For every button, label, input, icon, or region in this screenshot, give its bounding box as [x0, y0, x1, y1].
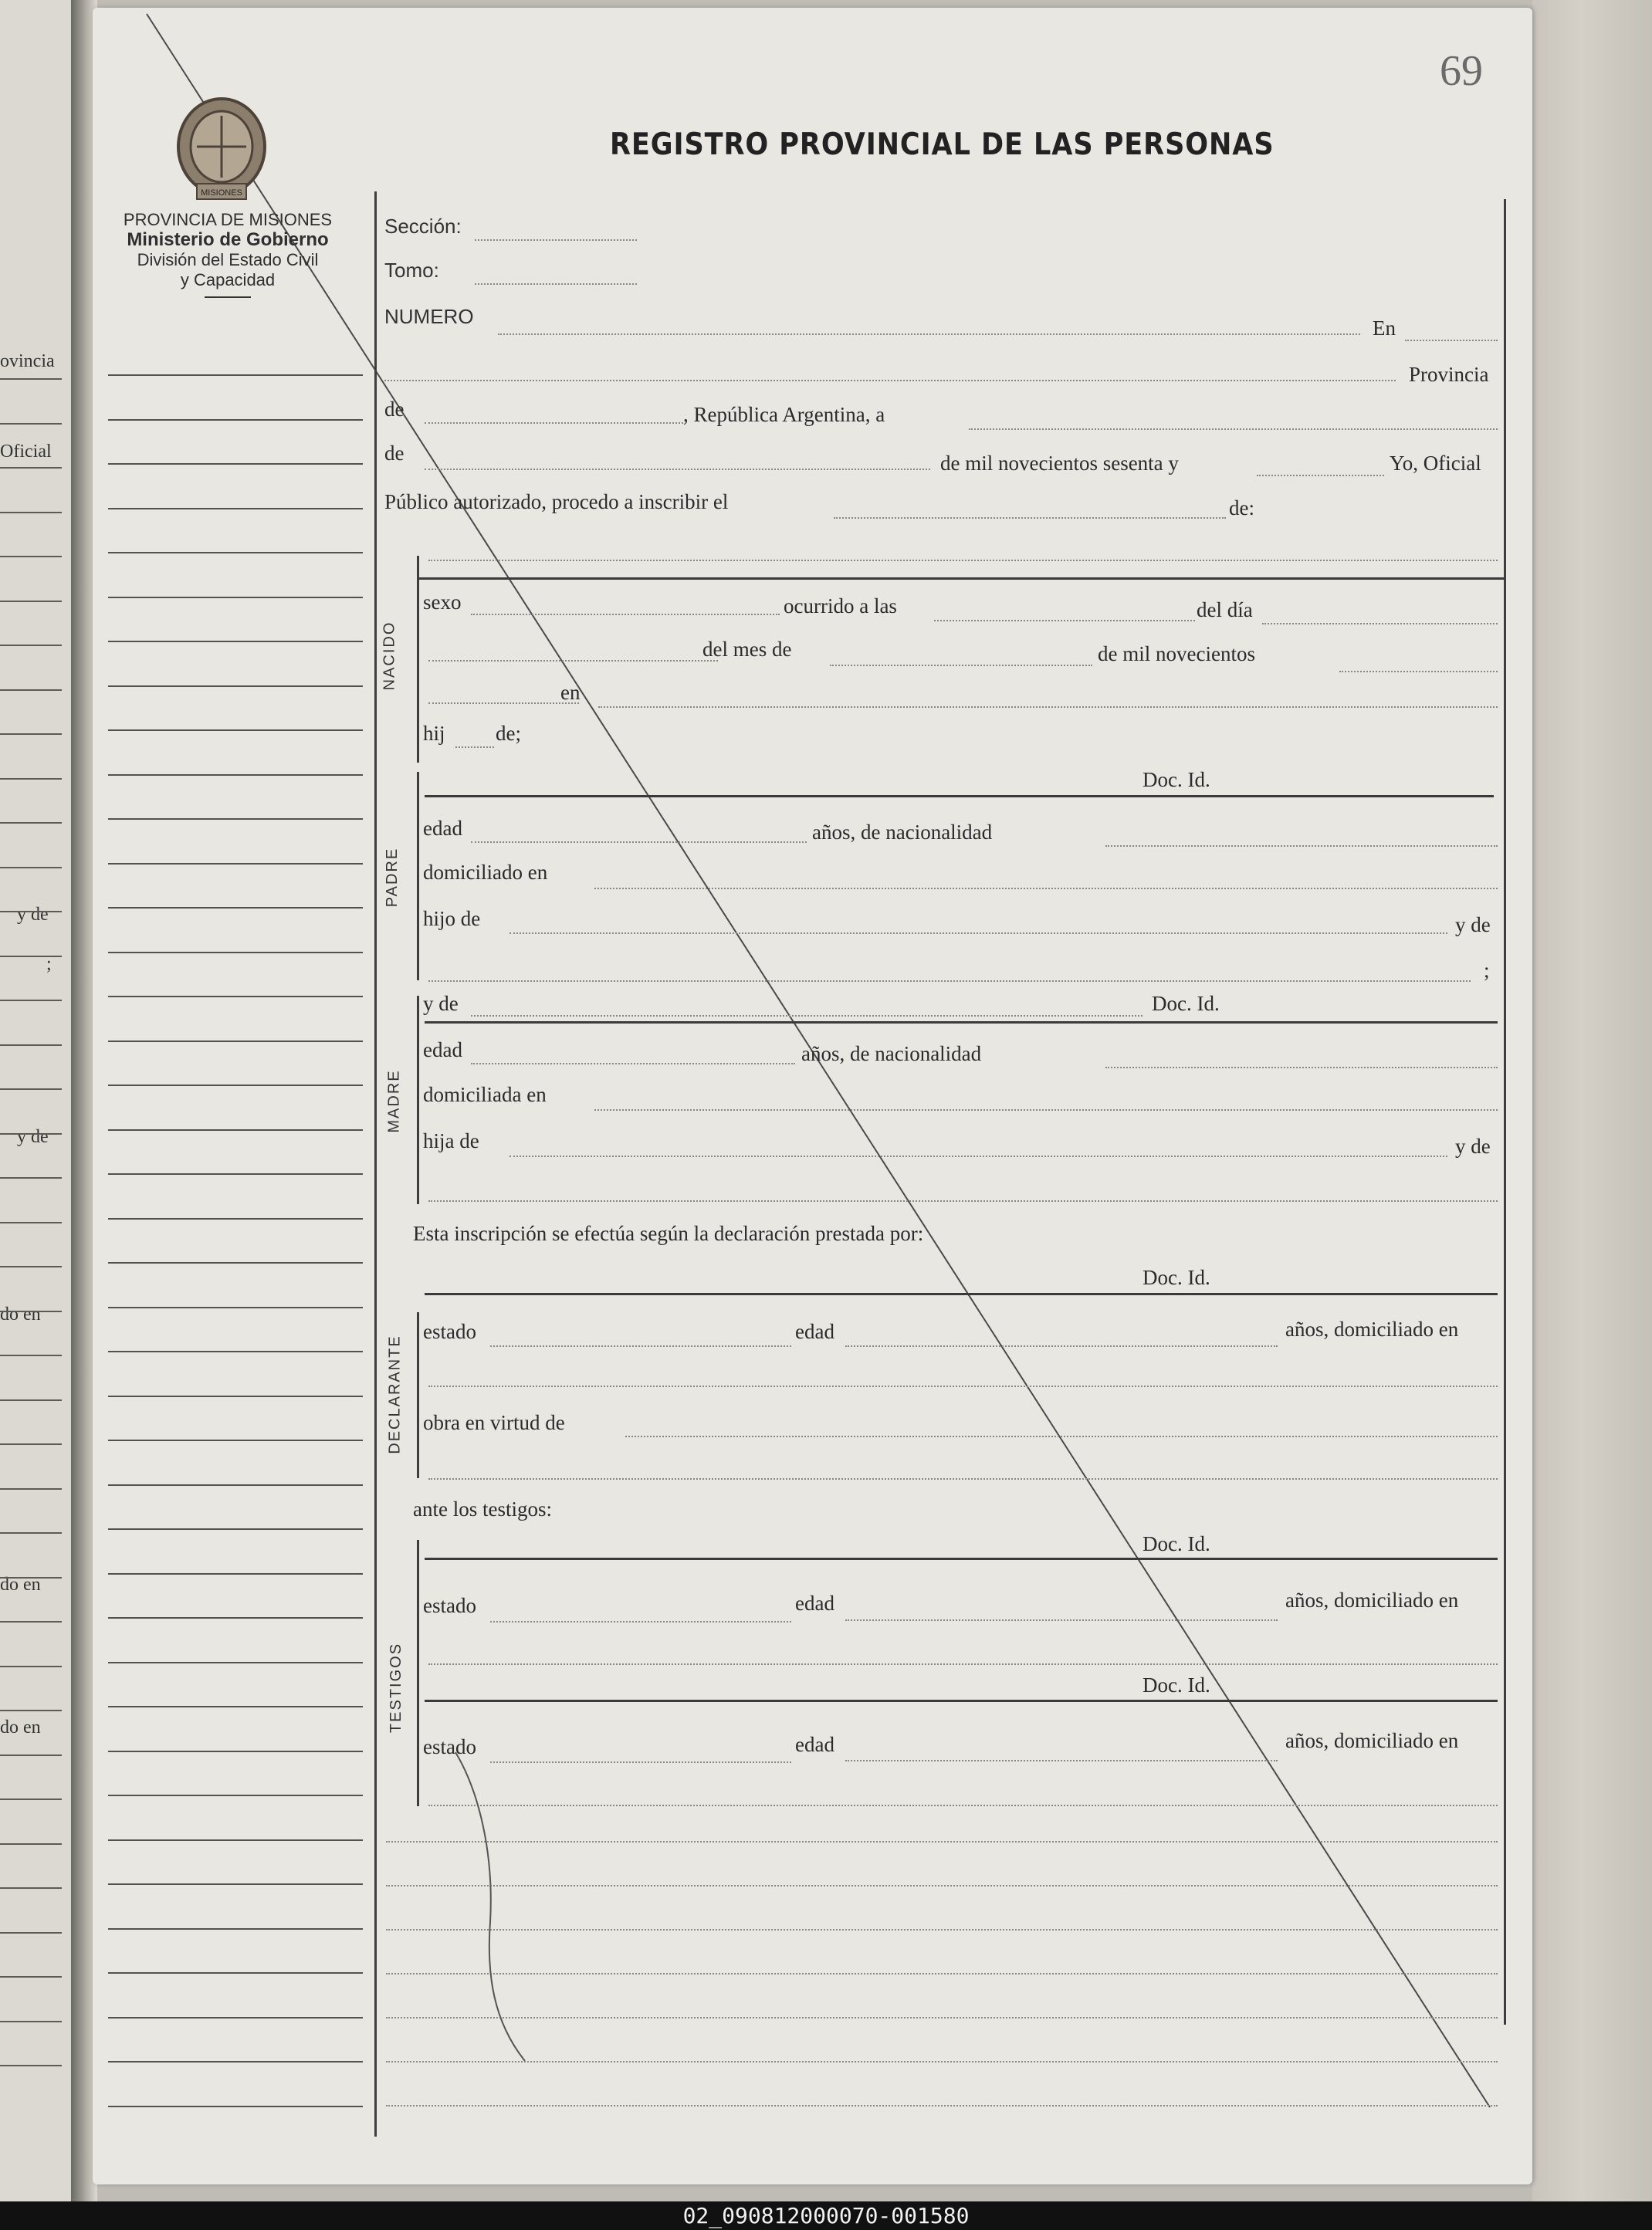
stub-line — [108, 1972, 363, 1974]
madre-yde-label: y de — [423, 992, 459, 1015]
de-label: de — [384, 398, 405, 421]
madre-hija-label: hija de — [423, 1129, 479, 1152]
left-page-line — [0, 1311, 62, 1312]
left-page-line — [0, 1843, 62, 1845]
stub-line — [108, 508, 363, 509]
madre-name-rule — [425, 1021, 1498, 1024]
left-fragment: y de — [17, 1127, 49, 1147]
left-page-line — [0, 911, 62, 912]
declarante-edad-field[interactable] — [845, 1345, 1278, 1347]
left-page-line — [0, 689, 62, 691]
mil-nov-label: de mil novecientos — [1098, 642, 1255, 665]
left-fragment: Oficial — [0, 442, 52, 462]
stub-line — [108, 1706, 363, 1707]
obra-label: obra en virtud de — [423, 1411, 565, 1434]
left-page-line — [0, 778, 62, 780]
seccion-label: Sección: — [384, 215, 462, 238]
year-field[interactable] — [1257, 475, 1384, 476]
left-page-line — [0, 423, 62, 425]
stub-line — [108, 1351, 363, 1352]
padre-edad-label: edad — [423, 817, 462, 840]
sexo-label: sexo — [423, 590, 462, 614]
testigo1-dom-label: años, domiciliado en — [1285, 1589, 1459, 1612]
stub-line — [108, 1440, 363, 1441]
note-line[interactable] — [386, 1929, 1498, 1931]
madre-edad-field[interactable] — [471, 1063, 795, 1064]
left-page-line — [0, 645, 62, 646]
declarante-doc-label: Doc. Id. — [1143, 1266, 1210, 1289]
stub-line — [108, 1218, 363, 1220]
stub-line — [108, 1528, 363, 1530]
left-page-line — [0, 512, 62, 513]
left-page-line — [0, 1399, 62, 1401]
madre-dom-field[interactable] — [594, 1109, 1498, 1111]
left-page-line — [0, 1932, 62, 1934]
madre-doc-label: Doc. Id. — [1152, 992, 1220, 1015]
testigo2-edad-field[interactable] — [845, 1760, 1278, 1761]
stub-line — [108, 1928, 363, 1930]
left-fragment: ; — [46, 954, 52, 974]
issuer-block — [116, 210, 340, 298]
oficial-label: Yo, Oficial — [1390, 452, 1481, 475]
padre-bracket — [417, 772, 419, 980]
testigo2-name-rule — [425, 1700, 1498, 1702]
declaracion-label: Esta inscripción se efectúa según la declaración prestada por: — [413, 1222, 924, 1245]
publico-label: Público autorizado, procedo a inscribir el — [384, 490, 729, 513]
sexo-field[interactable] — [471, 614, 780, 615]
madre-parent1-field[interactable] — [509, 1156, 1447, 1157]
note-line[interactable] — [386, 1841, 1498, 1843]
madre-dom-label: domiciliada en — [423, 1083, 547, 1106]
left-fragment: do en — [0, 1304, 41, 1325]
page-number: 69 — [1440, 47, 1483, 95]
binding-edge — [1532, 0, 1652, 2201]
tomo-label: Tomo: — [384, 259, 439, 282]
hij-label: hij — [423, 722, 445, 745]
padre-semi-label: ; — [1484, 959, 1490, 982]
footer-id: 02_090812000070-001580 — [0, 2201, 1652, 2230]
left-page-line — [0, 1666, 62, 1667]
left-page-line — [0, 1222, 62, 1223]
stub-line — [108, 1484, 363, 1486]
left-page-line — [0, 733, 62, 735]
stub-line — [108, 1662, 363, 1663]
stub-line — [108, 1173, 363, 1175]
padre-doc-label: Doc. Id. — [1143, 768, 1210, 791]
left-page-line — [0, 956, 62, 957]
birth-year-field[interactable] — [1339, 671, 1498, 672]
madre-nac-label: años, de nacionalidad — [801, 1042, 982, 1065]
stub-line — [108, 1085, 363, 1086]
nacido-section-label: NACIDO — [381, 621, 398, 691]
stub-line — [108, 1129, 363, 1131]
left-page-line — [0, 1044, 62, 1046]
sesenta-label: de mil novecientos sesenta y — [940, 452, 1179, 475]
en-field[interactable] — [1405, 340, 1498, 341]
stub-line — [108, 641, 363, 642]
stub-line — [108, 374, 363, 376]
document-title: REGISTRO PROVINCIAL DE LAS PERSONAS — [610, 127, 1275, 162]
hij-suffix-field[interactable] — [455, 746, 494, 748]
coat-of-arms-emblem — [174, 93, 270, 208]
de-month-label: de — [384, 442, 405, 465]
hour-field[interactable] — [934, 620, 1195, 621]
stub-line — [108, 419, 363, 421]
stub-line — [108, 1396, 363, 1397]
padre-parent1-field[interactable] — [509, 932, 1447, 934]
left-fragment: do en — [0, 1717, 41, 1738]
left-page-line — [0, 1577, 62, 1579]
testigo2-estado-label: estado — [423, 1735, 476, 1758]
provincia-label: Provincia — [1409, 363, 1489, 386]
obra-field[interactable] — [625, 1436, 1498, 1437]
left-page-line — [0, 556, 62, 557]
testigos-bracket — [417, 1540, 419, 1806]
padre-dom-label: domiciliado en — [423, 861, 548, 884]
declarante-estado-field[interactable] — [490, 1345, 791, 1347]
stub-line — [108, 1617, 363, 1619]
stub-line — [108, 818, 363, 820]
left-page-line — [0, 2065, 62, 2066]
left-page-line — [0, 1088, 62, 1090]
stub-line — [108, 1307, 363, 1308]
left-page-line — [0, 1621, 62, 1623]
stub-line — [108, 907, 363, 909]
declarante-dom-label: años, domiciliado en — [1285, 1318, 1459, 1341]
padre-parent2-field[interactable] — [428, 980, 1471, 982]
pen-stroke — [448, 1744, 540, 2076]
padre-name-rule — [425, 795, 1494, 797]
de-colon-label: de: — [1229, 496, 1254, 519]
numero-field[interactable] — [498, 333, 1360, 335]
stub-line — [108, 729, 363, 731]
numero-label: NUMERO — [384, 305, 474, 328]
stub-line — [108, 1041, 363, 1042]
note-line[interactable] — [386, 1885, 1498, 1887]
birth-day-field[interactable] — [1262, 623, 1498, 624]
testigos-section-label: TESTIGOS — [388, 1642, 405, 1734]
note-line[interactable] — [386, 2017, 1498, 2019]
madre-section-label: MADRE — [385, 1069, 403, 1133]
left-page-line — [0, 822, 62, 824]
note-line[interactable] — [386, 2061, 1498, 2062]
province-field[interactable] — [425, 422, 683, 424]
issuer-province: PROVINCIA DE MISIONES — [123, 210, 333, 229]
birth-month-field[interactable] — [830, 665, 1092, 666]
left-page-line — [0, 1355, 62, 1356]
stub-line — [108, 1795, 363, 1796]
testigo2-dom-label: años, domiciliado en — [1285, 1729, 1459, 1752]
padre-yde-label: y de — [1455, 913, 1491, 936]
stub-line — [108, 2106, 363, 2107]
padre-dom-field[interactable] — [594, 888, 1498, 889]
testigo1-name-rule — [425, 1558, 1498, 1560]
testigo2-doc-label: Doc. Id. — [1143, 1673, 1210, 1697]
note-line[interactable] — [386, 2105, 1498, 2106]
testigo2-dom-field[interactable] — [428, 1805, 1498, 1806]
testigo2-edad-label: edad — [795, 1733, 834, 1756]
declarante-section-label: DECLARANTE — [386, 1335, 404, 1454]
padre-edad-field[interactable] — [471, 841, 807, 843]
birth-place-field[interactable] — [598, 706, 1498, 708]
left-page-line — [0, 1488, 62, 1490]
stub-line — [108, 1573, 363, 1575]
nacido-top-rule — [417, 577, 1504, 580]
left-page-line — [0, 1133, 62, 1135]
declarante-bracket — [417, 1312, 419, 1478]
padre-section-label: PADRE — [384, 847, 401, 908]
stub-line — [108, 1751, 363, 1752]
left-fragment: y de — [17, 905, 49, 925]
madre-nac-field[interactable] — [1105, 1067, 1498, 1068]
left-page-line — [0, 1799, 62, 1800]
testigo1-edad-field[interactable] — [845, 1619, 1278, 1621]
madre-bracket — [417, 996, 419, 1204]
left-page-line — [0, 1000, 62, 1001]
stub-line — [108, 552, 363, 553]
issuer-capacity: y Capacidad — [180, 270, 276, 289]
left-page-line — [0, 467, 62, 469]
en-place-label: en — [560, 681, 581, 704]
month-field[interactable] — [425, 469, 930, 470]
declarante-edad-label: edad — [795, 1320, 834, 1343]
seccion-field[interactable] — [475, 239, 637, 241]
de-semi-label: de; — [496, 722, 521, 745]
act-type-field[interactable] — [834, 517, 1226, 519]
madre-parent2-field[interactable] — [428, 1200, 1498, 1202]
note-line[interactable] — [386, 1973, 1498, 1975]
padre-hijo-label: hijo de — [423, 907, 481, 930]
en-label: En — [1373, 316, 1396, 340]
stub-line — [108, 1839, 363, 1841]
del-dia-label: del día — [1197, 598, 1253, 621]
left-form-border — [374, 191, 377, 2137]
right-form-border — [1504, 199, 1506, 2025]
left-page-line — [0, 1532, 62, 1534]
obra-cont-field[interactable] — [428, 1478, 1498, 1480]
left-page-line — [0, 1887, 62, 1889]
testigo1-edad-label: edad — [795, 1592, 834, 1615]
stub-line — [108, 597, 363, 598]
declarante-estado-label: estado — [423, 1320, 476, 1343]
republica-label: , República Argentina, a — [683, 403, 885, 426]
testigo1-estado-field[interactable] — [490, 1621, 791, 1623]
madre-name-field[interactable] — [471, 1015, 1143, 1017]
left-page-line — [0, 1443, 62, 1445]
declarante-name-rule — [425, 1293, 1498, 1295]
form-page — [93, 8, 1532, 2184]
left-page-line — [0, 1976, 62, 1978]
previous-page-edge — [0, 0, 73, 2201]
stub-line — [108, 2061, 363, 2062]
padre-nac-field[interactable] — [1105, 845, 1498, 847]
madre-yde-label: y de — [1455, 1135, 1491, 1158]
stub-line — [108, 863, 363, 865]
stub-line — [108, 685, 363, 687]
location-field[interactable] — [384, 380, 1396, 381]
stub-line — [108, 1262, 363, 1264]
nacido-bracket — [417, 556, 419, 763]
issuer-division: División del Estado Civil — [137, 250, 319, 269]
left-page-line — [0, 867, 62, 868]
stub-line — [108, 774, 363, 776]
stub-line — [108, 996, 363, 997]
birth-day-cont-field[interactable] — [428, 660, 718, 662]
ocurrido-label: ocurrido a las — [784, 594, 897, 618]
date-day-field[interactable] — [969, 428, 1498, 430]
stub-line — [108, 1883, 363, 1885]
testigo1-doc-label: Doc. Id. — [1143, 1532, 1210, 1555]
declarante-dom-field[interactable] — [428, 1386, 1498, 1387]
testigo1-dom-field[interactable] — [428, 1663, 1498, 1665]
left-page-line — [0, 378, 62, 380]
left-page-line — [0, 2021, 62, 2022]
tomo-field[interactable] — [475, 283, 637, 285]
stub-line — [108, 463, 363, 465]
testigos-intro-label: ante los testigos: — [413, 1497, 552, 1521]
left-page-line — [0, 601, 62, 602]
left-page-line — [0, 1177, 62, 1179]
del-mes-label: del mes de — [702, 638, 792, 661]
person-name-field[interactable] — [428, 560, 1498, 561]
madre-edad-label: edad — [423, 1038, 462, 1061]
birth-year-cont-field[interactable] — [428, 702, 579, 704]
stub-line — [108, 952, 363, 953]
left-page-line — [0, 1755, 62, 1756]
padre-nac-label: años, de nacionalidad — [812, 821, 993, 844]
left-fragment: do en — [0, 1575, 41, 1595]
emblem-label: MISIONES — [201, 188, 242, 198]
issuer-ministry: Ministerio de Gobierno — [127, 229, 329, 250]
left-fragment: ovincia — [0, 351, 55, 371]
testigo1-estado-label: estado — [423, 1594, 476, 1617]
left-page-line — [0, 1710, 62, 1711]
stub-line — [108, 2017, 363, 2019]
left-page-line — [0, 1266, 62, 1267]
